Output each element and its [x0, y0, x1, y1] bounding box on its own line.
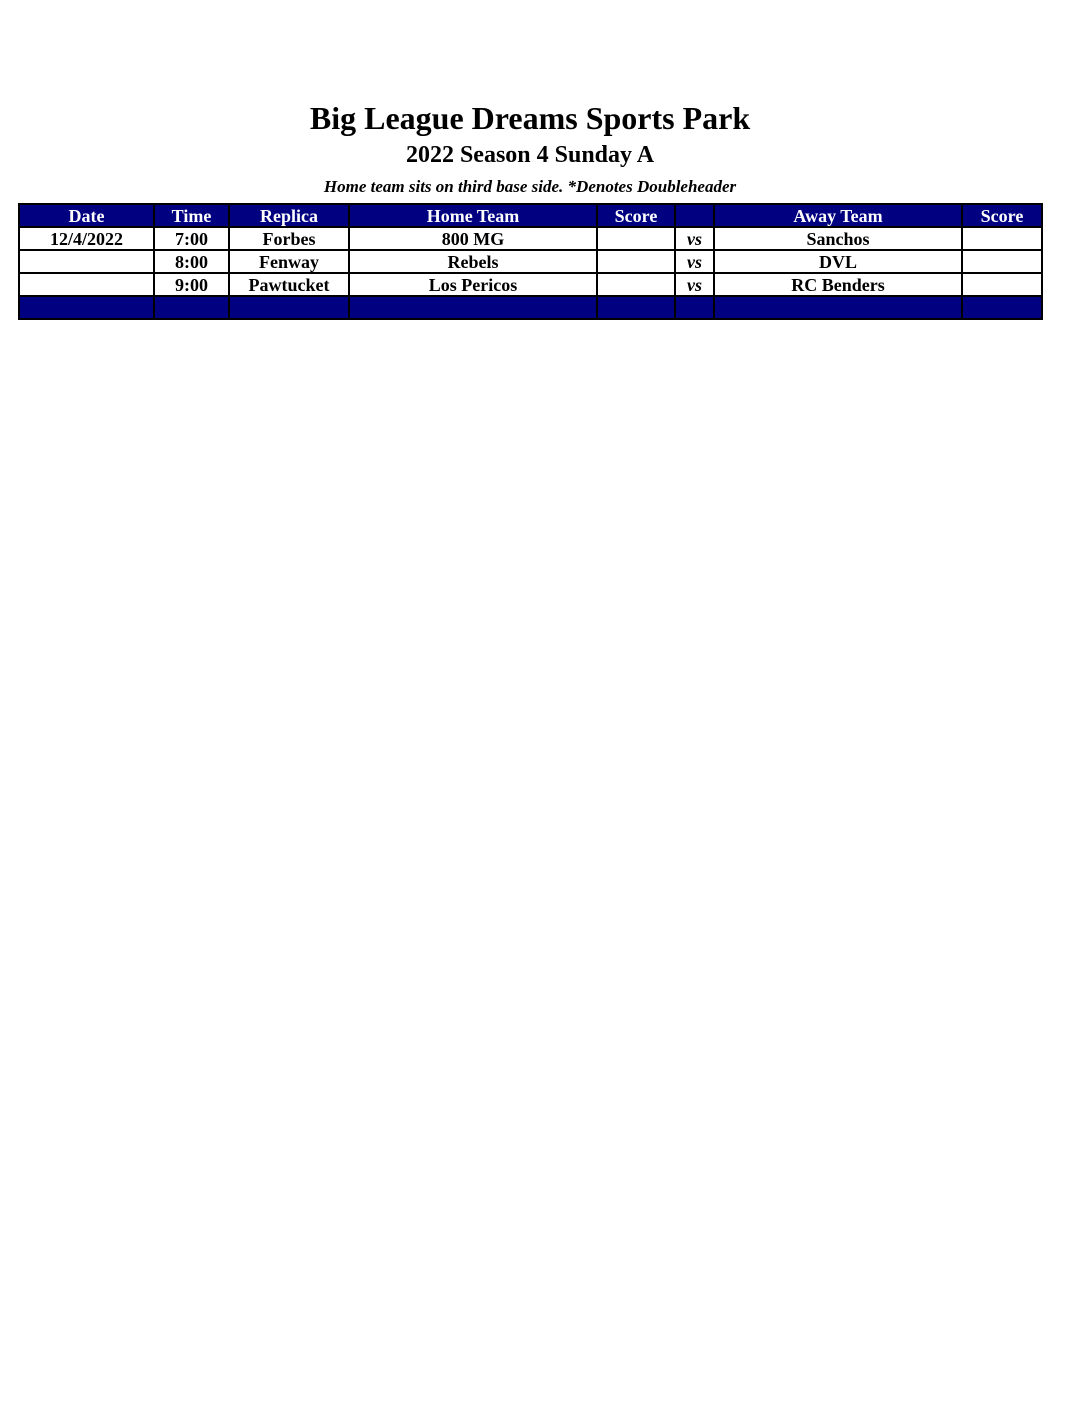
cell-time: 7:00	[154, 227, 229, 250]
cell-replica: Pawtucket	[229, 273, 349, 296]
column-header-vs	[675, 204, 714, 227]
cell-home-score	[597, 227, 675, 250]
cell-replica: Forbes	[229, 227, 349, 250]
cell-vs: vs	[675, 250, 714, 273]
column-header-away-score: Score	[962, 204, 1042, 227]
footer-cell	[714, 296, 962, 319]
cell-time: 8:00	[154, 250, 229, 273]
cell-home-team: Rebels	[349, 250, 597, 273]
cell-home-team: 800 MG	[349, 227, 597, 250]
page-title: Big League Dreams Sports Park	[309, 100, 751, 136]
header-row	[19, 204, 1042, 227]
footer-cell	[154, 296, 229, 319]
cell-away-score	[962, 227, 1042, 250]
cell-away-team: DVL	[714, 250, 962, 273]
table-row	[19, 273, 1042, 296]
footer-cell	[349, 296, 597, 319]
footer-cell	[675, 296, 714, 319]
cell-away-score	[962, 250, 1042, 273]
cell-time: 9:00	[154, 273, 229, 296]
table-row	[19, 250, 1042, 273]
cell-date	[19, 250, 154, 273]
table-footer-row	[19, 296, 1042, 319]
cell-home-team: Los Pericos	[349, 273, 597, 296]
column-header-time: Time	[154, 204, 229, 227]
page-note: Home team sits on third base side. *Denotes Doubleheader	[323, 177, 737, 196]
cell-vs: vs	[675, 273, 714, 296]
cell-replica: Fenway	[229, 250, 349, 273]
cell-vs: vs	[675, 227, 714, 250]
cell-home-score	[597, 250, 675, 273]
cell-date: 12/4/2022	[19, 227, 154, 250]
column-header-replica: Replica	[229, 204, 349, 227]
column-header-date: Date	[19, 204, 154, 227]
footer-cell	[597, 296, 675, 319]
cell-date	[19, 273, 154, 296]
footer-cell	[229, 296, 349, 319]
column-header-away-team: Away Team	[714, 204, 962, 227]
column-header-home-team: Home Team	[349, 204, 597, 227]
footer-cell	[962, 296, 1042, 319]
table-row	[19, 227, 1042, 250]
cell-away-team: RC Benders	[714, 273, 962, 296]
column-header-home-score: Score	[597, 204, 675, 227]
cell-home-score	[597, 273, 675, 296]
schedule-table	[18, 203, 1043, 320]
footer-cell	[19, 296, 154, 319]
page-subtitle: 2022 Season 4 Sunday A	[405, 142, 655, 168]
cell-away-team: Sanchos	[714, 227, 962, 250]
cell-away-score	[962, 273, 1042, 296]
